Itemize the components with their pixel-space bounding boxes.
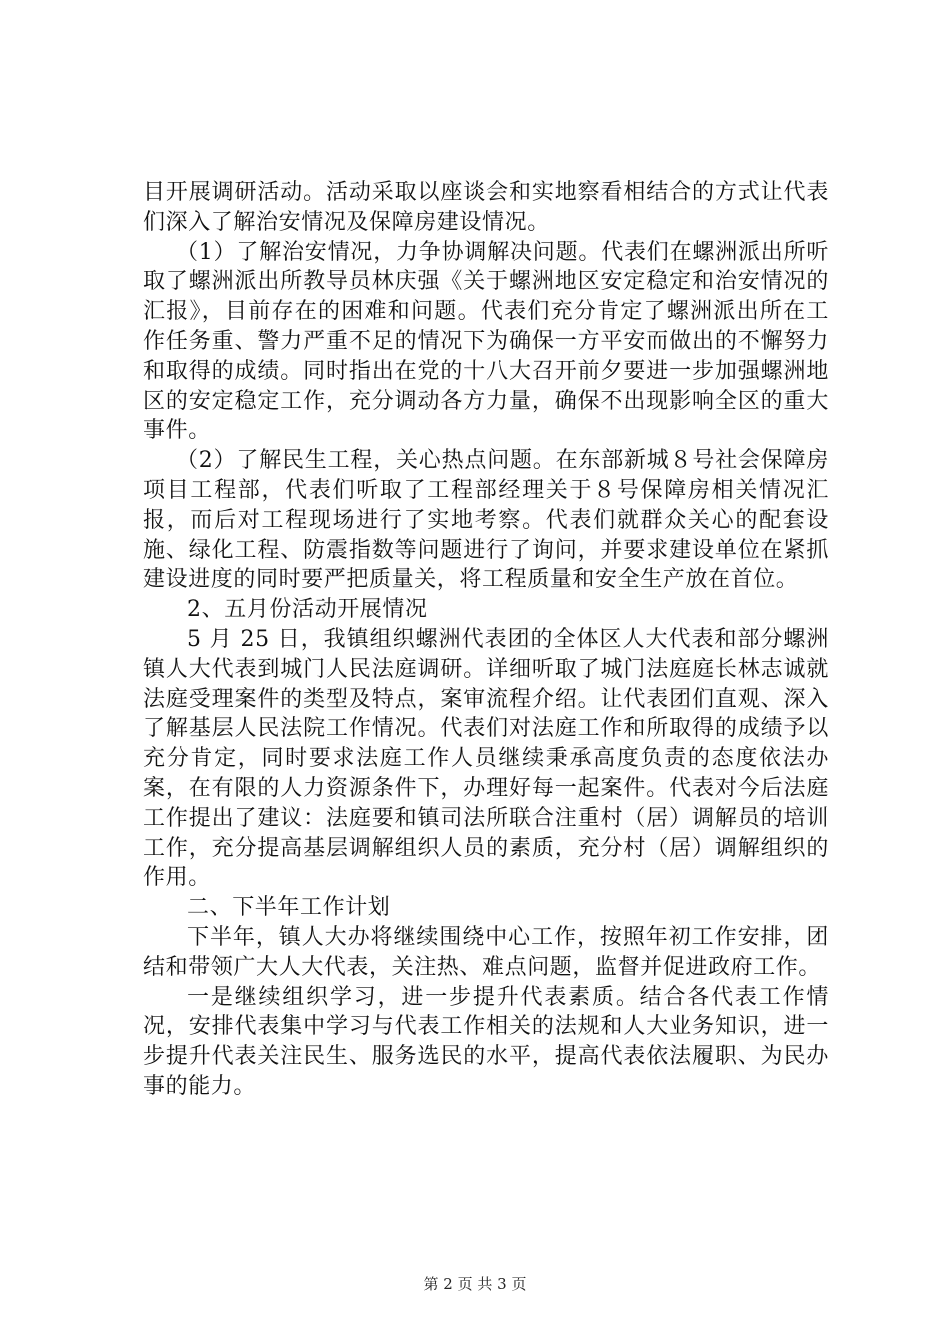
paragraph-security-visit: （1）了解治安情况，力争协调解决问题。代表们在螺洲派出所听取了螺洲派出所教导员林庆强《关于螺洲地区安定稳定和治安情况的汇报》，目前存在的困难和问题。代表们充分肯定了螺洲派出所在工作任务重、警力严重不足的情况下为确保一方平安而做出的不懈努力和取得的成绩。同时指出在党的十八大召开前夕要进一步加强螺洲地区的安定稳定工作，充分调动各方力量，确保不出现影响全区的重大事件。: [143, 239, 829, 444]
section-heading-second-half-plan: 二、下半年工作计划: [187, 895, 391, 921]
paragraph-housing-visit: （2）了解民生工程，关心热点问题。在东部新城８号社会保障房项目工程部，代表们听取了工程部经理关于８号保障房相关情况汇报，而后对工程现场进行了实地考察。代表们就群众关心的配套设施、绿化工程、防震指数等问题进行了询问，并要求建设单位在紧抓建设进度的同时要严把质量关，将工程质量和安全生产放在首位。: [143, 448, 829, 593]
paragraph-plan-overview: 下半年，镇人大办将继续围绕中心工作，按照年初工作安排，团结和带领广大人大代表，关注热、难点问题，监督并促进政府工作。: [143, 924, 829, 980]
paragraph-court-visit: 5 月 25 日，我镇组织螺洲代表团的全体区人大代表和部分螺洲镇人大代表到城门人民法庭调研。详细听取了城门法庭庭长林志诚就法庭受理案件的类型及特点，案审流程介绍。让代表团们直观、深入了解基层人民法院工作情况。代表们对法庭工作和所取得的成绩予以充分肯定，同时要求法庭工作人员继续秉承高度负责的态度依法办案，在有限的人力资源条件下，办理好每一起案件。代表对今后法庭工作提出了建议：法庭要和镇司法所联合注重村（居）调解员的培训工作，充分提高基层调解组织人员的素质，充分村（居）调解组织的作用。: [143, 626, 829, 891]
paragraph-plan-item-one: 一是继续组织学习，进一步提升代表素质。结合各代表工作情况，安排代表集中学习与代表工作相关的法规和人大业务知识，进一步提升代表关注民生、服务选民的水平，提高代表依法履职、为民办事的能力。: [143, 984, 829, 1099]
document-body: [143, 178, 829, 1102]
page-number-footer: 第 2 页 共 3 页: [423, 1275, 527, 1293]
paragraph-continuation: 目开展调研活动。活动采取以座谈会和实地察看相结合的方式让代表们深入了解治安情况及保障房建设情况。: [143, 180, 829, 235]
section-heading-may-activities: 2、五月份活动开展情况: [187, 597, 428, 623]
